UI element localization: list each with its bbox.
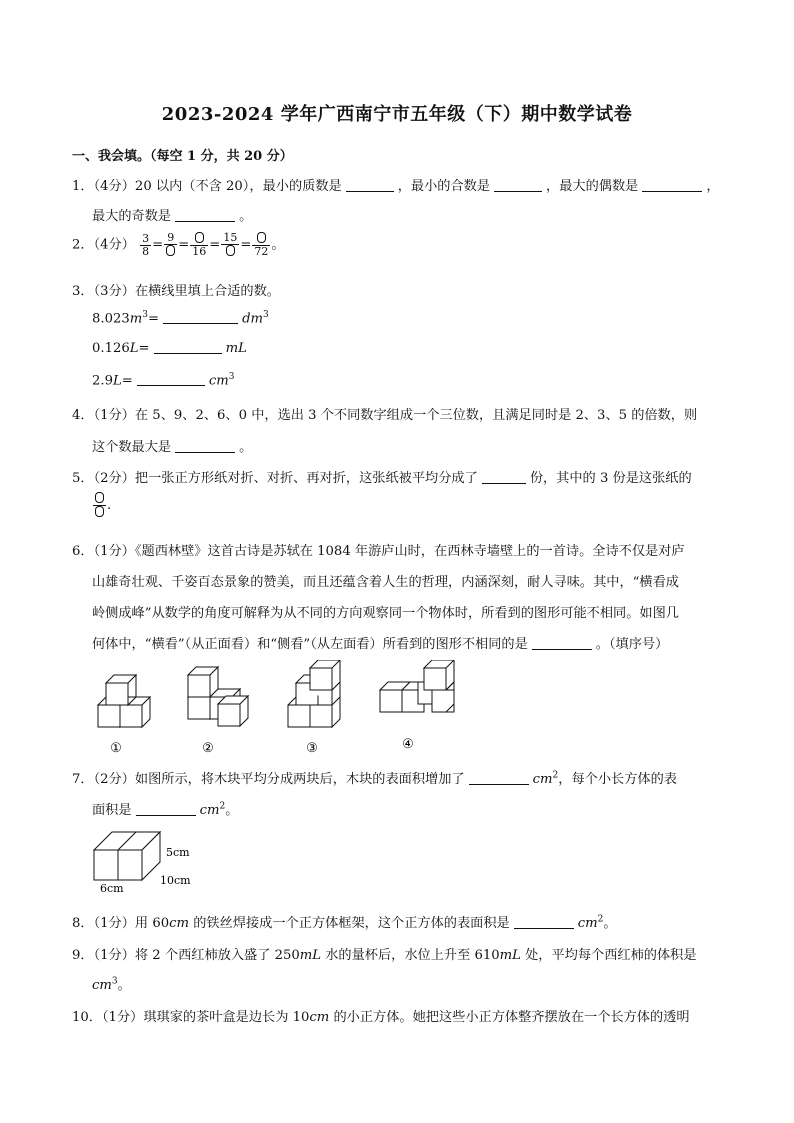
answer-blank[interactable] bbox=[494, 179, 542, 192]
answer-blank[interactable] bbox=[136, 803, 196, 816]
cube-figure-1 bbox=[98, 675, 150, 727]
answer-blank[interactable] bbox=[469, 772, 529, 785]
question-6-line-3: 岭侧成峰”从数学的角度可解释为从不同的方向观察同一个物体时，所看到的图形可能不相同。如图几 bbox=[92, 606, 679, 621]
question-5: 5．（2分）把一张正方形纸对折、对折、再对折，这张纸被平均分成了 份，其中的 3 份是这张纸的 bbox=[72, 471, 692, 486]
blank-box[interactable] bbox=[257, 232, 266, 243]
fraction: 9 bbox=[164, 232, 177, 258]
q1-text-d: ， bbox=[706, 179, 720, 194]
question-9-line-2: $cm^3$。 bbox=[92, 976, 131, 993]
q2-prefix: 2．（4分） bbox=[72, 237, 135, 253]
q3-item-1: $8.023m^3= dm^3$ bbox=[92, 310, 269, 327]
blank-box[interactable] bbox=[195, 232, 204, 243]
q1-text-f: 。 bbox=[239, 209, 253, 224]
question-1-line-2 bbox=[92, 205, 252, 224]
fraction: $\frac{3}{8}$ bbox=[142, 231, 150, 258]
q5-fraction: . bbox=[92, 492, 111, 519]
question-10: 10．（1分）琪琪家的茶叶盒是边长为 10cm 的小正方体。她把这些小正方体整齐摆放在一个长方体的透明 bbox=[72, 1010, 690, 1025]
exam-title: 2023-2024 学年广西南宁市五年级（下）期中数学试卷 bbox=[161, 104, 633, 125]
question-1-line-1 bbox=[72, 175, 720, 194]
figure-label-4: ④ bbox=[402, 737, 414, 752]
question-7-line-2: 面积是 $cm^2$。 bbox=[92, 801, 239, 818]
answer-blank[interactable] bbox=[532, 637, 592, 650]
fraction: 16 bbox=[190, 232, 208, 258]
section-heading: 一、我会填。（每空 1 分，共 20 分） bbox=[72, 149, 293, 164]
cube-figure-4 bbox=[380, 660, 454, 712]
blank-box[interactable] bbox=[166, 245, 175, 256]
q3-item-2: 0.126L= mL bbox=[92, 341, 247, 356]
answer-blank[interactable] bbox=[346, 179, 394, 192]
blank-box[interactable] bbox=[95, 506, 104, 517]
q7-cuboid-figure bbox=[90, 828, 220, 898]
q1-text-c: ，最大的偶数是 bbox=[546, 179, 639, 194]
fraction bbox=[93, 492, 106, 519]
cube-figure-3 bbox=[288, 660, 340, 727]
question-6-line-2: 山雄奇壮观、千姿百态景象的赞美，而且还蕴含着人生的哲理，内涵深刻，耐人寻味。其中，“横看成 bbox=[92, 575, 679, 590]
question-2: 2．（4分） $\frac{3}{8}$ = 9 = 16 = 15 = 72 。 bbox=[72, 231, 285, 258]
question-4-line-1: 4．（1分）在 5、9、2、6、0 中，选出 3 个不同数字组成一个三位数，且满足同时是 2、3、5 的倍数，则 bbox=[72, 408, 698, 423]
answer-blank[interactable] bbox=[514, 916, 574, 929]
q1-text-e: 最大的奇数是 bbox=[92, 209, 172, 224]
answer-blank[interactable] bbox=[175, 440, 235, 453]
figure-label-1: ① bbox=[110, 741, 122, 755]
question-9-line-1: 9．（1分）将 2 个西红柿放入盛了 250mL 水的量杯后，水位上升至 610mL 处，平均每个西红柿的体积是 bbox=[72, 948, 697, 963]
answer-blank[interactable] bbox=[163, 311, 238, 324]
fraction: 15 bbox=[221, 232, 239, 258]
dimension-width: 6cm bbox=[100, 882, 124, 895]
fraction: 72 bbox=[252, 232, 270, 258]
q1-text-a: 1．（4分）20 以内（不含 20），最小的质数是 bbox=[72, 179, 342, 194]
answer-blank[interactable] bbox=[154, 341, 222, 354]
question-7-line-1: 7．（2分）如图所示，将木块平均分成两块后，木块的表面积增加了 $cm^2$，每个小长方体的表 bbox=[72, 770, 677, 787]
question-4-line-2: 这个数最大是 。 bbox=[92, 440, 253, 455]
q1-text-b: ，最小的合数是 bbox=[397, 179, 491, 194]
answer-blank[interactable] bbox=[642, 179, 702, 192]
figure-label-2: ② bbox=[202, 741, 214, 755]
cube-figure-2 bbox=[188, 667, 248, 726]
answer-blank[interactable] bbox=[175, 209, 235, 222]
answer-blank[interactable] bbox=[137, 373, 205, 386]
blank-box[interactable] bbox=[226, 245, 235, 256]
q3-item-3: $2.9L= cm^3$ bbox=[92, 372, 235, 389]
figure-label-3: ③ bbox=[306, 741, 318, 755]
question-3: 3．（3分）在横线里填上合适的数。 bbox=[72, 284, 280, 299]
dimension-depth: 10cm bbox=[160, 874, 191, 887]
q6-cube-figures bbox=[90, 660, 470, 755]
answer-blank[interactable] bbox=[482, 471, 526, 484]
question-8: 8．（1分）用 60cm 的铁丝焊接成一个正方体框架，这个正方体的表面积是 $cm^2$。 bbox=[72, 914, 617, 931]
question-6-line-1: 6．（1分）《题西林壁》这首古诗是苏轼在 1084 年游庐山时，在西林寺墙壁上的一首诗。全诗不仅是对庐 bbox=[72, 544, 685, 559]
question-6-line-4: 何体中，“横看”（从正面看）和“侧看”（从左面看）所看到的图形不相同的是 。（填序号） bbox=[92, 637, 669, 652]
blank-box[interactable] bbox=[95, 492, 104, 503]
dimension-height: 5cm bbox=[166, 846, 190, 859]
